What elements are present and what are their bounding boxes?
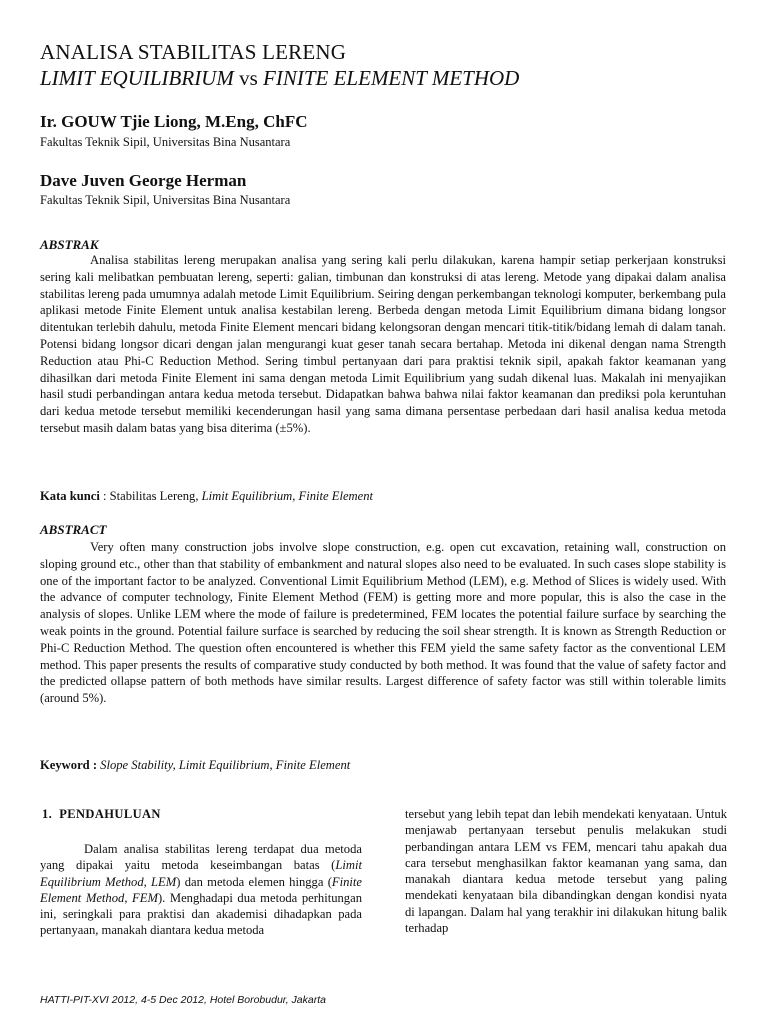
- abstrak-body: Analisa stabilitas lereng merupakan analisa yang sering kali perlu dilakukan, karena hampir setiap perkerjaan konstruksi sering kali melibatkan pembuatan lereng, seperti: galian, timbunan dan konstruksi di atas lereng. Metode yang dipakai dalam analisa stabilitas lereng pada umumnya adalah metode Limit Equilibrium. Seiring dengan perkembangan teknologi komputer, berkembang pula aplikasi metode Finite Element untuk analisa kestabilan lereng. Berbeda dengan metoda Limit Equilibrium dimana bidang longsor ditentukan terlebih dahulu, metoda Finite Element mencari bidang kelongsoran dengan mencari titik-titik/bidang lemah di dalam tanah. Potensi bidang longsor dicari dengan jalan mengurangi kuat geser tanah secara bertahap. Metoda ini dikenal dengan nama Strength Reduction atau Phi-C Reduction Method. Sering timbul pertanyaan dari para praktisi teknik sipil, apakah faktor keamanan yang dihasilkan dari metoda Finite Element ini sama dengan metoda Limit Equilibrium yang sudah dikenal luas. Makalah ini menyajikan hasil studi perbandingan antara kedua metoda tersebut. Didapatkan bahwa bahwa nilai faktor keamanan dan prediksi pola keruntuhan dari kedua metode tersebut memiliki kecenderungan hasil yang sama dimana persentase perbedaan dari hasil analisa kedua metoda tersebut masih dalam batas yang bisa diterima (±5%).: [40, 253, 726, 435]
- kata-kunci-sep: : Stabilitas Lereng,: [99, 489, 202, 503]
- title-limit-equilibrium: LIMIT EQUILIBRIUM: [40, 66, 234, 90]
- section-heading-pendahuluan: 1. PENDAHULUAN: [42, 807, 161, 821]
- left-p2: ) dan metoda elemen hingga (: [176, 874, 332, 889]
- keyword-terms: Slope Stability, Limit Equilibrium, Finite Element: [97, 758, 351, 772]
- column-left-text: [40, 841, 362, 939]
- author-affiliation-1: Fakultas Teknik Sipil, Universitas Bina Nusantara: [40, 135, 291, 149]
- page-footer: HATTI-PIT-XVI 2012, 4-5 Dec 2012, Hotel Borobudur, Jakarta: [40, 994, 326, 1006]
- author-affiliation-2: Fakultas Teknik Sipil, Universitas Bina Nusantara: [40, 193, 291, 207]
- kata-kunci-label: Kata kunci: [40, 489, 100, 503]
- author-name-2: Dave Juven George Herman: [40, 171, 247, 190]
- left-p1: Dalam analisa stabilitas lereng terdapat dua metoda yang dipakai yaitu metoda keseimbangan batas (: [40, 842, 362, 873]
- abstract-body: Very often many construction jobs involve slope construction, e.g. open cut excavation, retaining wall, construction on sloping ground etc., other than that stability of embankment and natural slopes also need to be evaluated. In such cases slope stability is one of the important factor to be analyzed. Conventional Limit Equilibrium Method (LEM), e.g. Method of Slices is widely used. With the advance of computer technology, Finite Element Method (FEM) is getting more and more popular, this is also the case in the analysis of slopes. Unlike LEM where the mode of failure is predetermined, FEM locates the potential failure surface by searching the weak points in the ground. Potential failure surface is searched by reducing the soil shear strength. It is known as Strength Reduction or Phi-C Reduction Method. The question often encountered is whether this FEM yield the same safety factor as the conventional LEM method. This paper presents the results of comparative study conducted by both method. It was found that the value of safety factor and the predicted ollapse pattern of both methods have similar results. Largest difference of safety factor was still within tolerable limits (around 5%).: [40, 540, 726, 706]
- left-p3: ). Menghadapi dua metoda perhitungan ini, seringkali para praktisi dan akademisi dihadapkan pada pertanyaan, manakah diantara kedua metoda: [40, 890, 362, 938]
- column-right-text: tersebut yang lebih tepat dan lebih mendekati kenyataan. Untuk menjawab pertanyaan tersebut penulis melakukan studi perbandingan antara LEM vs FEM, mencari tahu apakah dua cara tersebut menghasilkan faktor keamanan yang sama, dan manakah diantara kedua metode tersebut yang paling mendekati kenyataan bila dibandingkan dengan kondisi nyata di lapangan. Dalam hal yang terakhir ini dilakukan hitung balik terhadap: [405, 807, 727, 936]
- author-name-1: Ir. GOUW Tjie Liong, M.Eng, ChFC: [40, 112, 308, 131]
- abstract-heading: ABSTRACT: [40, 522, 107, 537]
- left-it1: Limit Equilibrium Method, LEM: [40, 858, 362, 889]
- kata-kunci: [40, 489, 373, 504]
- paper-title-line1: ANALISA STABILITAS LERENG: [40, 40, 347, 64]
- abstract-text: [40, 539, 726, 707]
- kata-kunci-terms: Limit Equilibrium, Finite Element: [201, 489, 374, 503]
- keyword-line: [40, 758, 350, 773]
- title-finite-element: FINITE ELEMENT METHOD: [263, 66, 520, 90]
- paper-title-line2: [40, 66, 519, 91]
- title-vs: vs: [233, 66, 264, 90]
- left-it2: Finite Element Method, FEM: [40, 874, 362, 905]
- abstrak-text: [40, 252, 726, 437]
- keyword-label: Keyword :: [40, 758, 98, 772]
- abstrak-heading: ABSTRAK: [40, 237, 99, 252]
